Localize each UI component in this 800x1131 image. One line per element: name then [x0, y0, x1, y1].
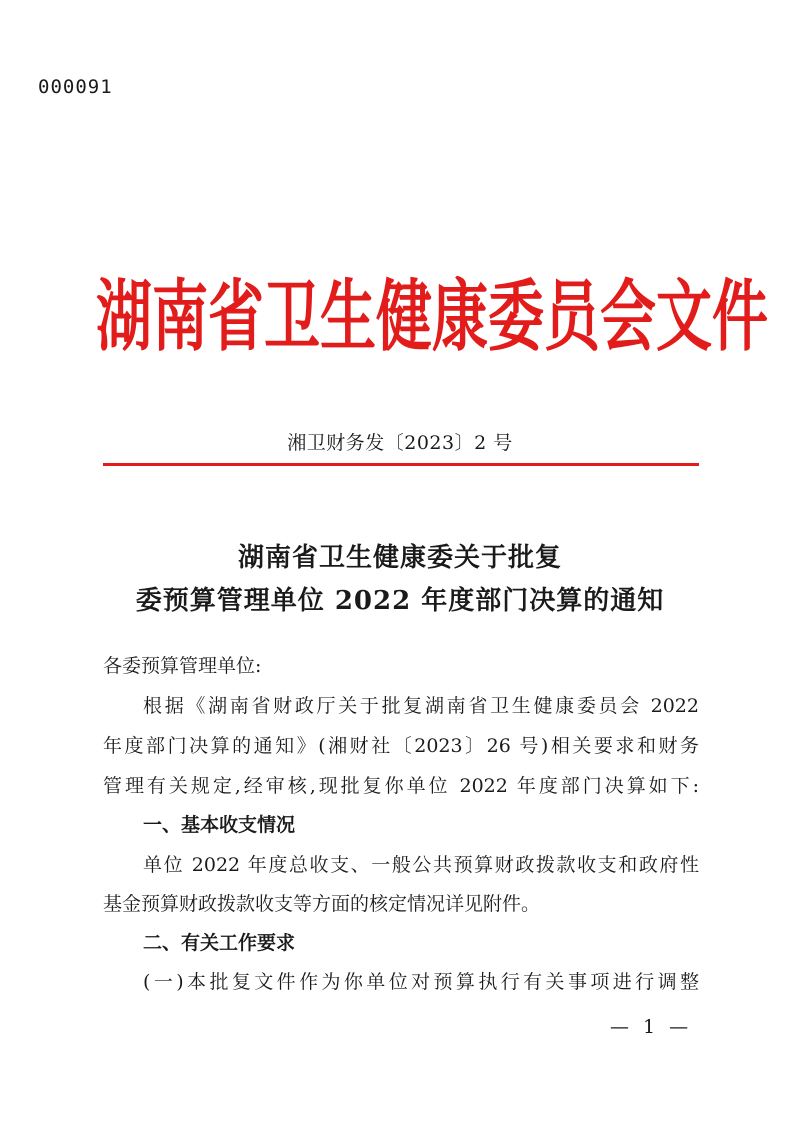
masthead-char: 会	[600, 272, 656, 363]
masthead-title	[96, 272, 768, 364]
paragraph-2-line-1: 单位 2022 年度总收支、一般公共预算财政拨款收支和政府性	[143, 854, 699, 876]
section-heading-1: 一、基本收支情况	[143, 814, 296, 836]
paragraph-1-line-3: 管理有关规定,经审核,现批复你单位 2022 年度部门决算如下:	[103, 775, 699, 797]
red-divider-line	[103, 463, 699, 466]
paragraph-3-line-1: (一)本批复文件作为你单位对预算执行有关事项进行调整	[143, 971, 699, 993]
section-heading-2: 二、有关工作要求	[143, 932, 296, 954]
masthead-char: 康	[432, 272, 488, 363]
document-title-line-2: 委预算管理单位 2022 年度部门决算的通知	[135, 586, 665, 616]
masthead-char: 员	[544, 272, 600, 363]
masthead-char: 生	[320, 272, 376, 363]
masthead-char: 文	[656, 272, 712, 363]
serial-number: 000091	[38, 76, 113, 98]
page-number: — 1 —	[610, 1016, 693, 1038]
masthead-char: 省	[208, 272, 264, 363]
masthead-char: 委	[488, 272, 544, 363]
paragraph-1-line-2: 年度部门决算的通知》(湘财社〔2023〕26 号)相关要求和财务	[103, 735, 699, 757]
document-title-line-1: 湖南省卫生健康委关于批复	[237, 543, 562, 573]
paragraph-1-line-1: 根据《湖南省财政厅关于批复湖南省卫生健康委员会 2022	[143, 695, 699, 717]
masthead-char: 健	[376, 272, 432, 363]
masthead-char: 件	[712, 272, 768, 363]
salutation: 各委预算管理单位:	[103, 655, 262, 677]
masthead-char: 湖	[96, 272, 152, 363]
paragraph-2-line-2: 基金预算财政拨款收支等方面的核定情况详见附件。	[103, 893, 541, 915]
masthead-char: 南	[152, 272, 208, 363]
masthead-char: 卫	[264, 272, 320, 363]
document-number: 湘卫财务发〔2023〕2 号	[287, 432, 513, 454]
